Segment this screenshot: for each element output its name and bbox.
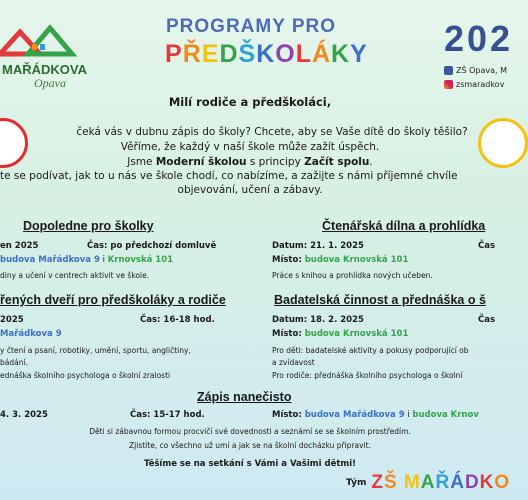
research-desc1: Pro děti: badatelské aktivity a pokusy podporující ob — [272, 346, 469, 355]
title-letter: Y — [350, 40, 368, 68]
intro-greeting: Milí rodiče a předškoláci, — [168, 95, 332, 109]
title-letter: O — [275, 40, 296, 68]
team-letter: A — [420, 472, 436, 493]
title-letter: Š — [238, 40, 257, 68]
closing-text: Těšíme se na setkání s Vámi a Vašimi dětmi! — [143, 459, 357, 469]
school-logo-houses — [0, 14, 80, 66]
contact-facebook[interactable] — [444, 66, 507, 75]
title-letter: Á — [311, 40, 332, 68]
reading-date: Datum: 21. 1. 2025 — [272, 241, 364, 251]
team-letter: Á — [450, 472, 465, 493]
team-name — [371, 472, 510, 494]
title-letter: E — [201, 40, 220, 68]
facebook-icon — [444, 66, 453, 75]
contact-instagram[interactable] — [444, 80, 504, 89]
open-doors-desc1: y čtení a psaní, robotiky, umění, sportu, angličtiny, — [0, 346, 191, 355]
intro-line2: Věříme, že každý v naší škole může zažít úspěch. — [120, 141, 380, 153]
intro-line3: Jsme Moderní školou s principy Začít spolu. — [127, 156, 373, 168]
enrollment-place: Místo: budova Mařádkova 9 i budova Krnov — [272, 410, 479, 420]
facebook-text: ZŠ Opava, M — [456, 66, 508, 75]
morning-time: Čas: po předchozí domluvě — [87, 241, 217, 251]
title-letter: K — [256, 40, 276, 68]
reading-desc: Práce s knihou a prohlídka nových učeben. — [272, 271, 433, 280]
instagram-text: zsmaradkov — [456, 80, 505, 89]
title-letter: Ř — [182, 40, 202, 68]
team-letter: K — [479, 472, 495, 493]
morning-place: budova Mařádkova 9 i Krnovská 101 — [0, 255, 174, 265]
open-doors-desc3: ednáška školního psychologa o školní zralosti — [0, 371, 171, 380]
morning-desc: diny a učení v centrech aktivit ve škole. — [0, 271, 150, 280]
enrollment-time: Čas: 15-17 hod. — [130, 410, 205, 420]
enrollment-desc1: Děti si zábavnou formou procvičí své dovednosti a seznámí se se školním prostředím. — [89, 427, 411, 436]
year: 202 — [444, 18, 514, 59]
title-letter: P — [165, 40, 183, 68]
title-letter: K — [331, 40, 351, 68]
team-letter: Ř — [435, 472, 451, 493]
section-morning-title: Dopoledne pro školky — [23, 219, 154, 233]
research-desc2: a zvídavost — [272, 358, 315, 367]
reading-place: Místo: budova Krnovská 101 — [272, 255, 409, 265]
instagram-icon — [444, 80, 453, 89]
section-open-doors-title: řených dveří pro předškoláky a rodiče — [0, 293, 226, 307]
enrollment-desc2: Zjistíte, co všechno už umí a jak se na školní docházku připravit. — [129, 441, 371, 450]
research-desc3: Pro rodiče: přednáška školního psychologa o školní — [272, 371, 463, 380]
title-letter: L — [295, 40, 312, 68]
intro-line5: objevování, učení a zábavy. — [177, 184, 323, 196]
team-letter: D — [464, 472, 480, 493]
team-letter: Z — [371, 472, 384, 493]
team-letter: O — [494, 472, 511, 493]
team-letter: M — [403, 472, 421, 493]
team-signature — [346, 472, 510, 494]
title-letter: D — [219, 40, 239, 68]
section-reading-title: Čtenářská dílna a prohlídka — [322, 219, 486, 233]
logo-name: MAŘÁDKOVA — [2, 62, 87, 77]
open-doors-time: Čas: 16-18 hod. — [140, 315, 215, 325]
morning-date: en 2025 — [0, 241, 39, 251]
reading-time-label: Čas — [478, 241, 496, 251]
research-place: Místo: budova Krnovská 101 — [272, 329, 409, 339]
open-doors-place: Mařádkova 9 — [0, 329, 62, 339]
team-label: Tým — [346, 478, 367, 488]
section-research-title: Badatelská činnost a přednáška o š — [274, 293, 486, 307]
intro-line4: te se podívat, jak to u nás ve škole chodí, co nabízíme, a zažijte s námi příjemné chvíle — [0, 170, 458, 182]
title-line1: PROGRAMY PRO — [166, 16, 337, 37]
open-doors-date: 2025 — [0, 315, 24, 325]
title-line2 — [165, 40, 368, 69]
research-date: Datum: 18. 2. 2025 — [272, 315, 364, 325]
logo-city: Opava — [34, 76, 66, 90]
intro-line1: čeká vás v dubnu zápis do školy? Chcete, aby se Vaše dítě do školy těšilo? — [76, 126, 468, 138]
section-enrollment-title: Zápis nanečisto — [197, 390, 292, 404]
open-doors-desc2: bádání. — [0, 358, 28, 367]
team-letter: Š — [383, 472, 398, 493]
research-time-label: Čas — [478, 315, 496, 325]
enrollment-date: 4. 3. 2025 — [0, 410, 48, 420]
